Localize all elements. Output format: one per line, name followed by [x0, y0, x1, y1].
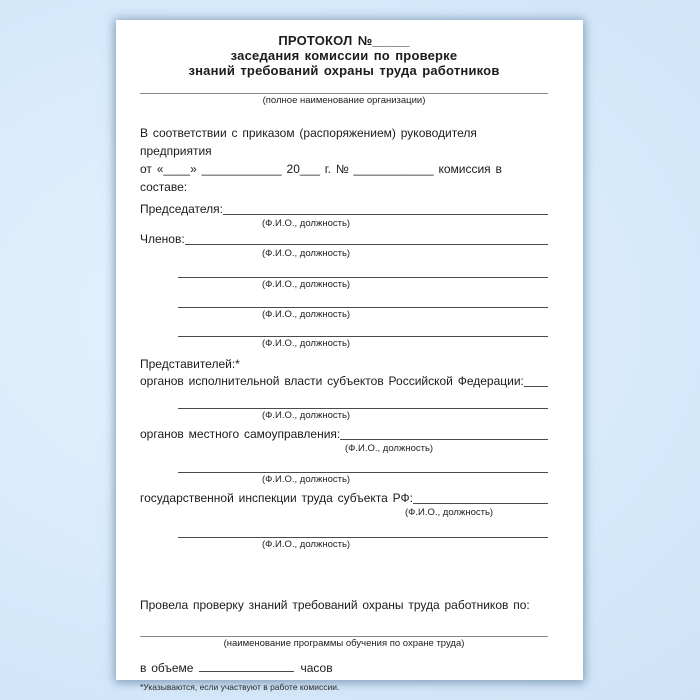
chairman-blank-line [223, 202, 548, 215]
chairman-field [140, 202, 548, 217]
fio-caption: (Ф.И.О., должность) [405, 507, 494, 518]
footnote: *Указываются, если участвуют в работе комиссии. [140, 682, 340, 692]
member-blank-line-3 [178, 307, 548, 308]
member-blank-line-2 [178, 277, 548, 278]
volume-prefix: в объеме [140, 661, 194, 675]
members-label: Членов: [140, 232, 185, 246]
fio-caption: (Ф.И.О., должность) [262, 338, 351, 349]
local-government-blank-line [340, 427, 548, 440]
conducted-statement: Провела проверку знаний требований охраны труда работников по: [140, 598, 530, 612]
member-blank-line-4 [178, 336, 548, 337]
executive-authority-label: органов исполнительной власти субъектов Российской Федерации: [140, 374, 524, 388]
labour-inspection-field [140, 491, 548, 506]
fio-caption: (Ф.И.О., должность) [262, 410, 351, 421]
local-government-label: органов местного самоуправления: [140, 427, 341, 441]
local-government-fio-line [178, 472, 548, 473]
executive-authority-field [140, 374, 548, 389]
fio-caption: (Ф.И.О., должность) [262, 218, 351, 229]
fio-caption: (Ф.И.О., должность) [262, 279, 351, 290]
fio-caption: (Ф.И.О., должность) [262, 248, 351, 259]
organization-blank-line [140, 93, 548, 94]
document-page [116, 20, 583, 692]
volume-field [140, 661, 548, 676]
fio-caption: (Ф.И.О., должность) [262, 474, 351, 485]
title-line-subject: знаний требований охраны труда работников [188, 63, 500, 78]
labour-inspection-label: государственной инспекции труда субъекта РФ: [140, 491, 413, 505]
labour-inspection-blank-line [413, 491, 548, 504]
volume-blank-line [199, 662, 294, 672]
document-title [140, 33, 548, 78]
fio-caption: (Ф.И.О., должность) [262, 309, 351, 320]
volume-suffix: часов [300, 661, 333, 675]
title-line-protocol-number: ПРОТОКОЛ №_____ [278, 33, 410, 48]
intro-line-2: от «____» ____________ 20___ г. № ____________ комиссия в составе: [140, 162, 502, 194]
executive-authority-blank-line [524, 374, 548, 387]
local-government-field [140, 427, 548, 442]
member-field-1 [140, 232, 548, 247]
executive-authority-fio-line [178, 408, 548, 409]
program-caption: (наименование программы обучения по охране труда) [223, 638, 465, 649]
representatives-label: Представителей:* [140, 357, 240, 371]
chairman-label: Председателя: [140, 202, 224, 216]
title-line-commission: заседания комиссии по проверке [230, 48, 458, 63]
intro-line-1: В соответствии с приказом (распоряжением) руководителя предприятия [140, 126, 477, 158]
member-blank-line-1 [185, 232, 548, 245]
program-blank-line [140, 636, 548, 637]
labour-inspection-fio-line [178, 537, 548, 538]
organization-caption: (полное наименование организации) [262, 95, 426, 106]
fio-caption: (Ф.И.О., должность) [262, 539, 351, 550]
fio-caption: (Ф.И.О., должность) [345, 443, 434, 454]
intro-paragraph [140, 124, 548, 196]
